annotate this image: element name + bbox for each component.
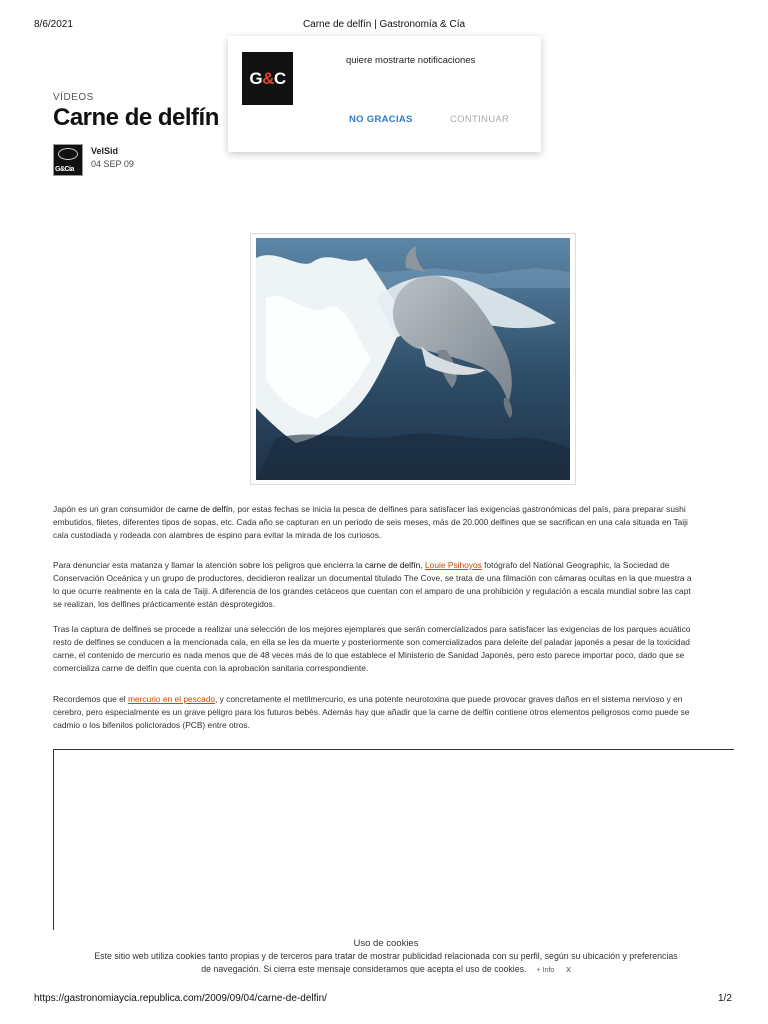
cookie-title: Uso de cookies — [353, 938, 419, 949]
paragraph-line: comercializa carne de delfín que cuenta con la aprobación sanitaria correspondiente. — [53, 663, 369, 673]
decline-notifications-button[interactable]: NO GRACIAS — [349, 114, 413, 125]
cookie-close-icon[interactable]: x — [566, 964, 571, 974]
article-paragraph-4 — [53, 693, 733, 732]
paragraph-line: carne, el contenido de mercurio es nada menos que de 48 veces más de lo que establece el Ministerio de Sanidad Japonés, pero esto parece importar poco, dado que se — [53, 650, 685, 660]
article-link[interactable]: mercurio en el pescado — [127, 694, 216, 704]
site-logo: G&C — [242, 52, 293, 105]
article-image-frame — [250, 233, 576, 485]
cookie-text: Este sitio web utiliza cookies tanto propias y de terceros para tratar de mostrar publicidad relacionada con su perfil, según su ubicación y preferencias de navegación. Si cierra este mensaje consideramos que acepta el uso de cookies. + Info x — [94, 951, 678, 974]
paragraph-line: cerebro, pero especialmente es un grave peligro para los futuros bebés. Además hay que añadir que la carne de delfín contiene otros elementos peligrosos como puede se — [53, 707, 690, 717]
print-url: https://gastronomiaycia.republica.com/2009/09/04/carne-de-delfin/ — [34, 993, 327, 1004]
accept-notifications-button[interactable]: CONTINUAR — [450, 114, 510, 125]
cookie-more-info-link[interactable]: + Info — [536, 967, 555, 974]
keyword: carne de delfín — [177, 504, 233, 514]
print-page-title: Carne de delfín | Gastronomía & Cía — [302, 19, 466, 30]
cookie-banner — [36, 930, 736, 986]
paragraph-line: Japón es un gran consumidor de carne de delfín, por estas fechas se inicia la pesca de delfines para satisfacer las exigencias gastronómicas del país, para preparar sushi — [53, 504, 686, 514]
paragraph-line: resto de delfines se conducen a la mencionada cala, en ella se les da muerte y posteriormente son comercializados para deleite del paladar japonés a pesar de la toxicidad — [53, 637, 690, 647]
print-date: 8/6/2021 — [34, 19, 73, 30]
paragraph-line: se realizan, los delfines prácticamente están desprotegidos. — [53, 599, 276, 609]
video-embed[interactable] — [53, 749, 734, 940]
article-paragraph-2 — [53, 559, 733, 611]
article-paragraph-1 — [53, 503, 733, 542]
paragraph-line: Recordemos que el mercurio en el pescado, y concretamente el metilmercurio, es una potente neurotoxina que puede provocar graves daños en el sistema nervioso y en — [53, 694, 683, 704]
section-label[interactable]: VÍDEOS — [53, 92, 94, 103]
paragraph-line: Para denunciar esta matanza y llamar la atención sobre los peligros que encierra la carne de delfín, Louie Psihoyos fotógrafo del National Geographic, la Sociedad de — [53, 560, 670, 570]
article-paragraph-3 — [53, 623, 733, 675]
dolphin-photo — [256, 238, 570, 480]
author-name[interactable]: VelSid — [91, 146, 119, 156]
paragraph-line: Conservación Oceánica y un grupo de productores, decidieron realizar un documental titulado The Cove, se trata de una filmación con cámaras ocultas en la que muestra a — [53, 573, 692, 583]
keyword: carne de delfín — [364, 560, 421, 570]
notification-message: quiere mostrarte notificaciones — [346, 55, 476, 66]
paragraph-line: embutidos, filetes, diferentes tipos de sopas, etc. Cada año se capturan en un periodo de seis meses, más de 20.000 delfines que se sacrifican en una cala situada en Taiji — [53, 517, 688, 527]
paragraph-line: lo que ocurre realmente en la cala de Taiji. A diferencia de los grandes cetáceos que cuentan con el amparo de una prohibición y regulación a escala mundial sobre las capt — [53, 586, 691, 596]
article-title: Carne de delfín — [53, 104, 219, 131]
avatar-text: G&Cia — [55, 166, 74, 173]
print-page-number: 1/2 — [718, 993, 732, 1004]
notification-popup — [228, 36, 541, 152]
author-avatar[interactable] — [53, 144, 83, 176]
article-link[interactable]: Louie Psihoyos — [425, 560, 482, 570]
paragraph-line: Tras la captura de delfines se procede a realizar una selección de los mejores ejemplares que serán comercializados para satisfacer las exigencias de los parques acuático — [53, 624, 691, 634]
avatar-emblem-icon — [58, 148, 78, 160]
paragraph-line: cadmio o los bifenilos policlorados (PCB) entre otros. — [53, 720, 250, 730]
publish-date: 04 SEP 09 — [91, 159, 134, 169]
paragraph-line: cala custodiada y rodeada con alambres de espino para evitar la mirada de los curiosos. — [53, 530, 382, 540]
